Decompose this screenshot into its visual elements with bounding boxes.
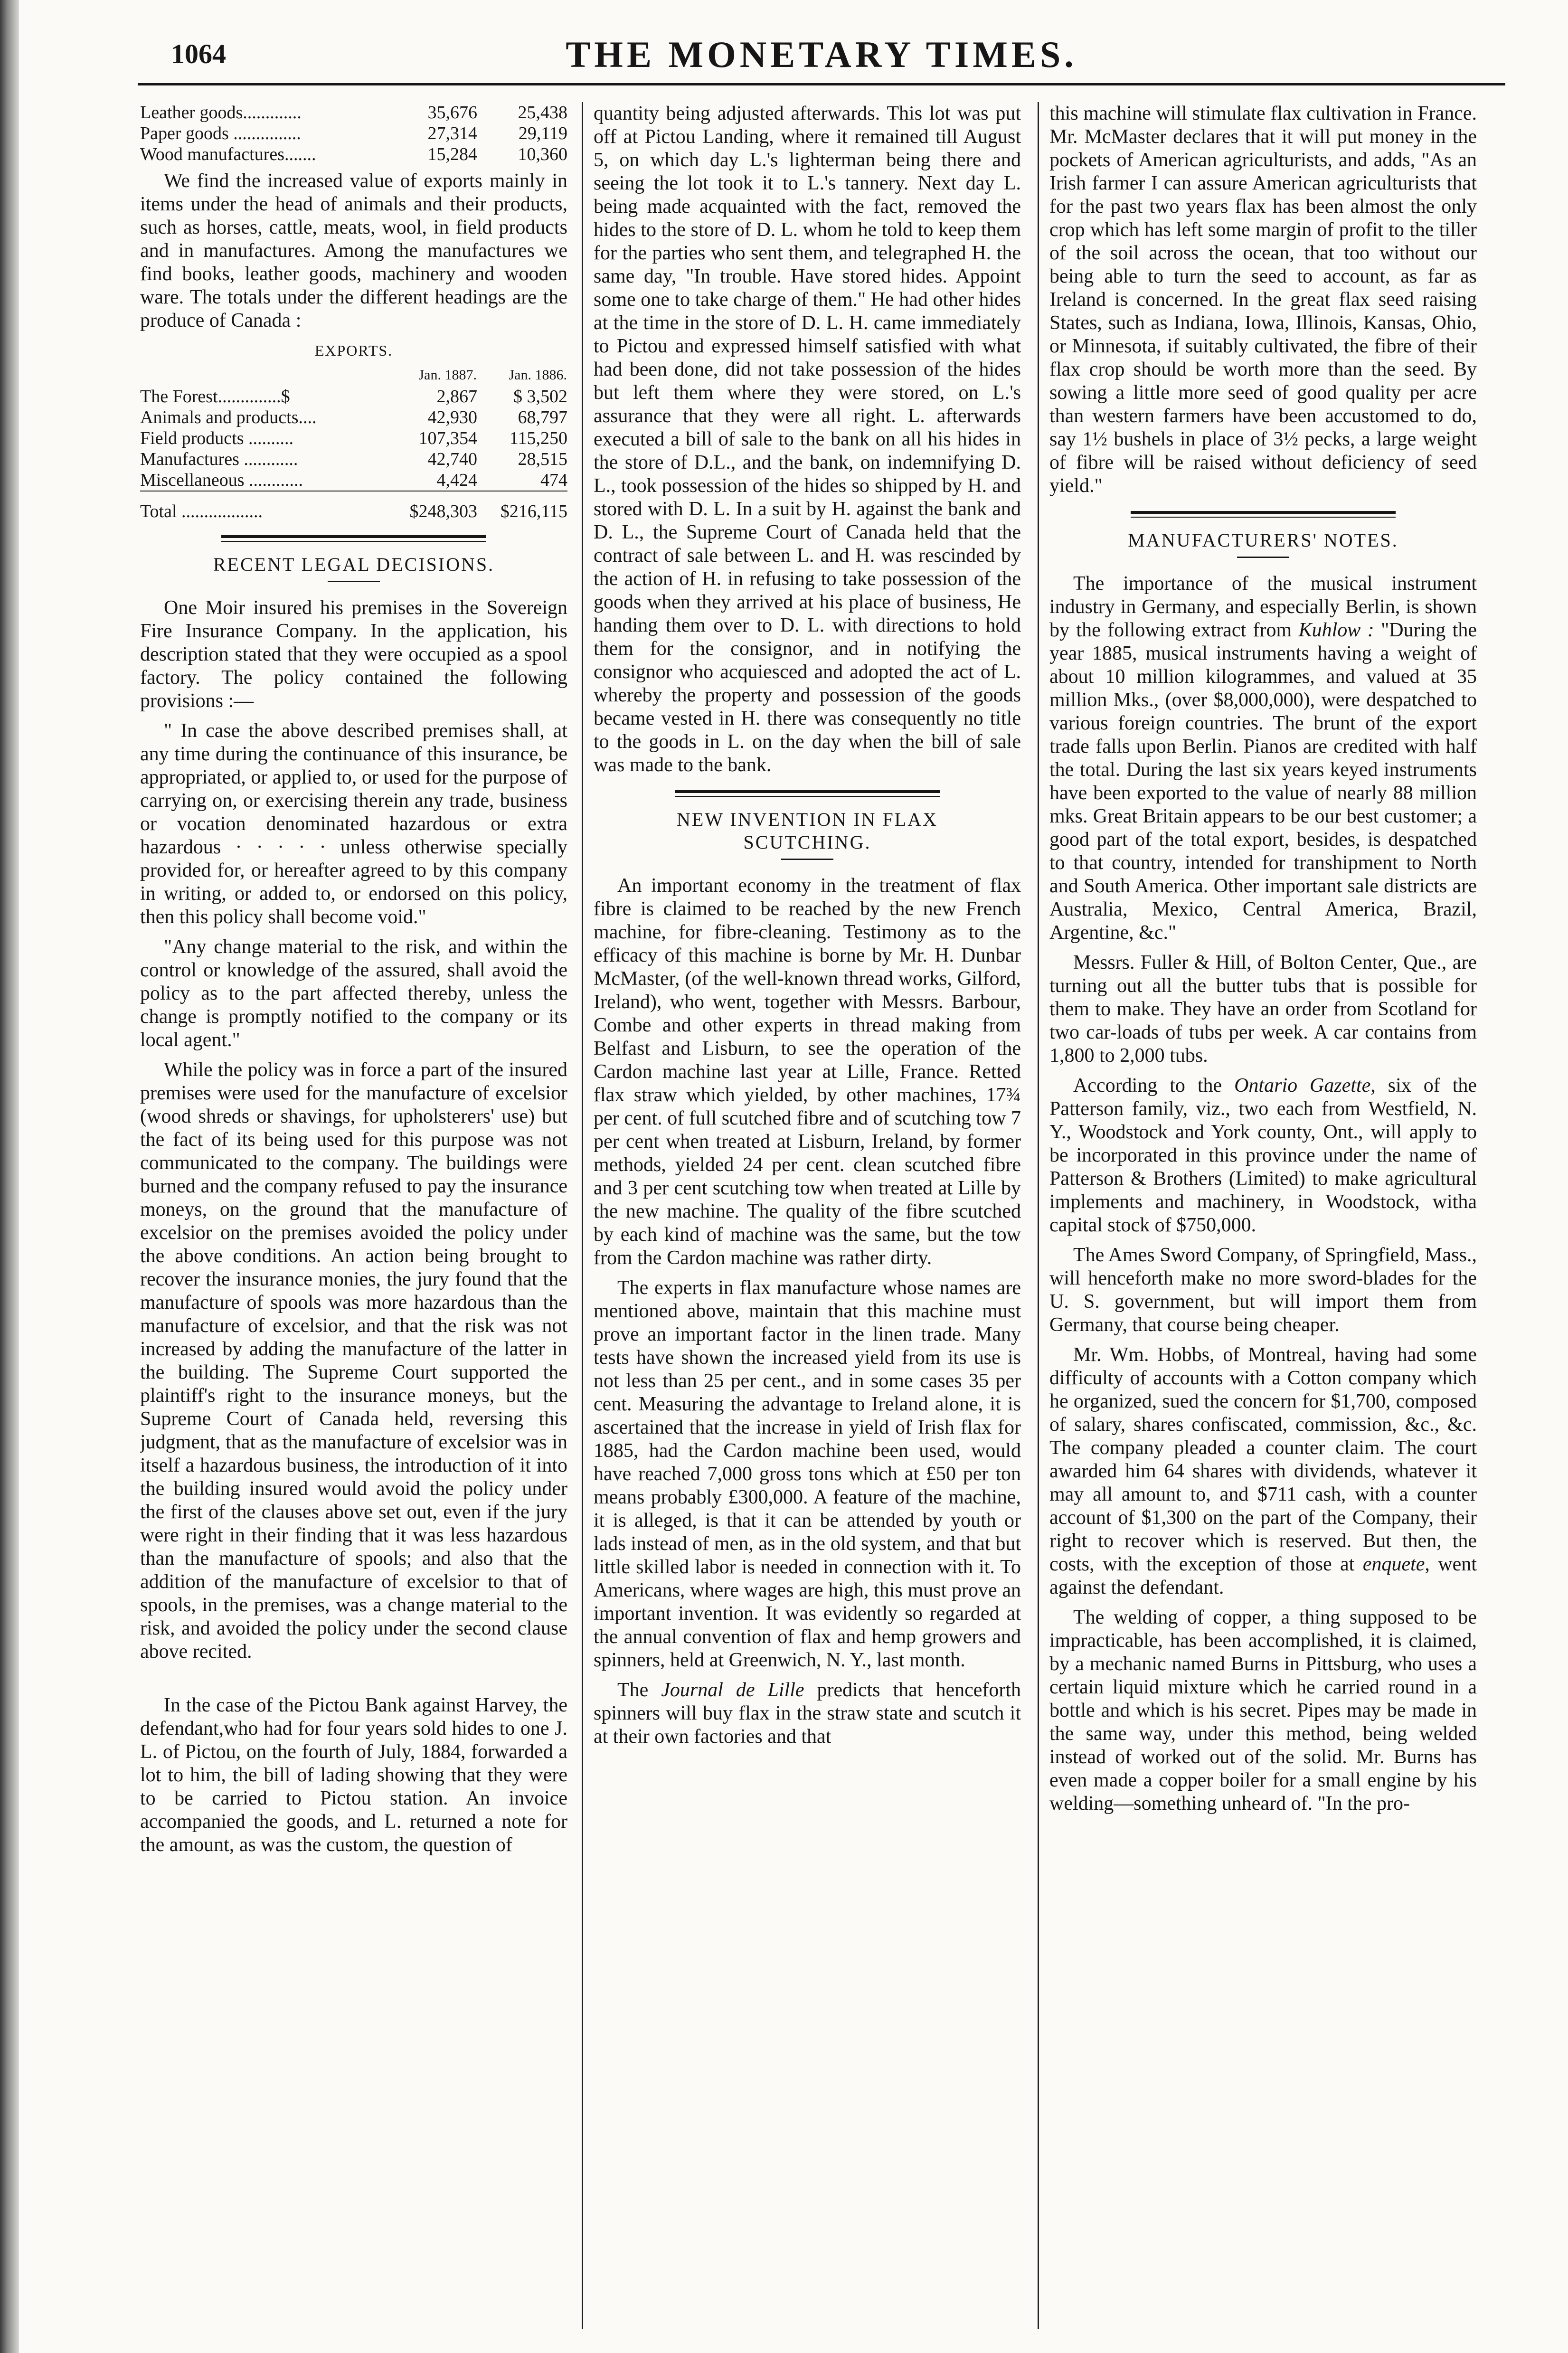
section-divider <box>221 535 486 542</box>
exports-total-row <box>140 494 567 522</box>
exports-table-row-b: 474 <box>540 470 567 490</box>
legal-paragraph-1: One Moir insured his premises in the Sovereign Fire Insurance Company. In the application, his description stated that they were occupied as a spool factory. The policy contained the following provisions :— <box>140 597 567 712</box>
heading-underline <box>781 859 833 860</box>
page-binding-edge <box>0 0 19 2353</box>
exports-table-row <box>140 449 567 470</box>
exports-table-row <box>140 407 567 428</box>
exports-table-row-a: 2,867 <box>436 387 477 406</box>
section-divider <box>1131 511 1396 518</box>
exports-total-b: $216,115 <box>500 501 567 521</box>
exports-table-row-a: 42,930 <box>427 407 477 427</box>
flax-heading-line-2: SCUTCHING. <box>743 832 871 853</box>
flax-continuation-paragraph: this machine will stimulate flax cultivation in France. Mr. McMaster declares that it will put money in the pockets of American agriculturists, and adds, "As an Irish farmer I can assure American agriculturists that for the past two years flax has been almost the only crop which has left some margin of profit to the tiller of the soil across the ocean, that too without our being able to turn the seed to account, as far as Ireland is concerned. In the great flax seed raising States, such as Indiana, Iowa, Illinois, Kansas, Ohio, or Minnesota, if suitably cultivated, the fibre of their flax crop should be worth more than the seed. By sowing a little more seed of good quality per acre than western farmers have been accustomed to do, say 1½ bushels in place of 3½ pecks, a large weight of fibre will be raised without deficiency of seed yield." <box>1049 103 1477 497</box>
exports-total-label: Total .................. <box>140 501 263 521</box>
journal-name: Journal de Lille <box>661 1679 804 1701</box>
gazette-name: Ontario Gazette <box>1234 1075 1371 1096</box>
exports-table-row-a: 107,354 <box>418 428 477 448</box>
flax-heading-line-1: NEW INVENTION IN FLAX <box>677 809 938 830</box>
exports-table-row-label: Animals and products.... <box>140 407 317 427</box>
top-table-row-b: 29,119 <box>518 123 567 143</box>
exports-table-row-a: 4,424 <box>436 470 477 490</box>
source-name: Kuhlow : <box>1298 619 1374 641</box>
text-run: , went against the defendant. <box>1049 1553 1477 1598</box>
top-table-row-label: Paper goods ............... <box>140 123 301 143</box>
text-run: predicts that henceforth spinners will buy flax in the straw state and scutch it at their own factories and that <box>594 1679 1021 1748</box>
exports-col-a-header: Jan. 1887. <box>418 367 477 383</box>
top-table-row-b: 25,438 <box>518 103 567 123</box>
top-table-row-label: Wood manufactures....... <box>140 144 316 164</box>
text-run: According to the <box>1073 1075 1235 1096</box>
masthead-rule <box>138 83 1505 85</box>
top-table-row-a: 35,676 <box>427 103 477 123</box>
column-divider-1 <box>582 102 583 2329</box>
note-hobbs-lawsuit <box>1049 1343 1477 1599</box>
exports-intro-paragraph: We find the increased value of exports mainly in items under the head of animals and their products, such as horses, cattle, meats, wool, in field products and in manufactures. Among the manufactures we find books, leather goods, machinery and wooden ware. The totals under the different headings are the produce of Canada : <box>140 170 567 331</box>
exports-table-row-a: 42,740 <box>427 449 477 469</box>
top-table-row <box>140 144 567 165</box>
legal-term: enquete <box>1362 1553 1425 1575</box>
exports-table-row-label: Field products .......... <box>140 428 293 448</box>
text-run: The <box>617 1679 661 1701</box>
exports-table-row <box>140 386 567 407</box>
note-patterson-brothers <box>1049 1074 1477 1237</box>
column-1 <box>140 102 567 2334</box>
exports-table <box>140 364 567 522</box>
text-run: "During the year 1885, musical instruments having a weight of about 10 million kilogrammes, and valued at 35 million Mks., (over $8,000,000), were despatched to various foreign countries. The brunt of the export trade falls upon Berlin. Pianos are credited with half the total. During the last six years keyed instruments have been exported to the value of nearly 88 million mks. Great Britain appears to be our best customer; a good part of the total export, besides, is despatched to that country, intended for transhipment to North and South America. Other important sale districts are Australia, Mexico, Central America, Brazil, Argentine, &c." <box>1049 619 1477 944</box>
text-run: Mr. Wm. Hobbs, of Montreal, having had some difficulty of accounts with a Cotton company which he organized, sued the concern for $1,700, composed of salary, shares confiscated, commission, &c., &c. The company pleaded a counter claim. The court awarded him 64 shares with dividends, whatever it may all amount to, and $711 cash, with a counter account of $1,300 on the part of the Company, their right to recover which is reserved. But then, the costs, with the exception of those at <box>1049 1344 1477 1575</box>
top-stats-table <box>140 102 567 165</box>
note-butter-tubs: Messrs. Fuller & Hill, of Bolton Center, Que., are turning out all the butter tubs that is possible for them to make. They have an order from Scotland for two car-loads of tubs per week. A car contains from 1,800 to 2,000 tubs. <box>1049 952 1477 1067</box>
top-table-row-a: 15,284 <box>427 144 477 164</box>
exports-col-b-header: Jan. 1886. <box>509 367 567 383</box>
legal-paragraph-5: In the case of the Pictou Bank against Harvey, the defendant,who had for four years sold hides to one J. L. of Pictou, on the fourth of July, 1884, forwarded a lot to him, the bill of lading showing that they were to be carried to Pictou station. An invoice accompanied the goods, and L. returned a note for the amount, as was the custom, the question of <box>140 1694 567 1856</box>
exports-table-row-b: 28,515 <box>518 449 567 469</box>
column-2 <box>594 102 1021 2334</box>
column-divider-2 <box>1038 102 1039 2329</box>
exports-table-row-b: 68,797 <box>518 407 567 427</box>
note-musical-instruments <box>1049 572 1477 945</box>
note-ames-sword: The Ames Sword Company, of Springfield, Mass., will henceforth make no more sword-blades for the U. S. government, but will import them from Germany, that course being cheaper. <box>1049 1244 1477 1336</box>
heading-underline <box>1237 557 1289 558</box>
top-table-row-b: 10,360 <box>518 144 567 164</box>
top-table-row-label: Leather goods............. <box>140 103 302 123</box>
manufacturers-notes-heading: MANUFACTURERS' NOTES. <box>1128 529 1398 551</box>
section-divider <box>675 790 940 797</box>
exports-table-title: EXPORTS. <box>314 342 393 359</box>
heading-underline <box>328 581 380 582</box>
masthead <box>138 28 1505 81</box>
flax-paragraph-2: The experts in flax manufacture whose names are mentioned above, maintain that this machine must prove an important factor in the linen trade. Many tests have shown the increased yield from its use is not less than 25 per cent., and in some cases 35 per cent. Measuring the advantage to Ireland alone, it is ascertained that the increase in yield of Irish flax for 1885, had the Cardon machine been used, would have reached 7,000 gross tons which at £50 per ton means probably £300,000. A feature of the machine, it is alleged, is that it can be attended by youth or lads instead of men, as in the old system, and that but little skilled labor is needed in connection with it. To Americans, where wages are high, this must prove an important invention. It was evidently so regarded at the annual convention of flax and hemp growers and spinners, held at Greenwich, N. Y., last month. <box>594 1277 1021 1671</box>
flax-heading <box>594 808 1021 854</box>
exports-table-row <box>140 428 567 449</box>
top-table-row <box>140 123 567 144</box>
note-copper-welding: The welding of copper, a thing supposed to be impracticable, has been accomplished, it is claimed, by a mechanic named Burns in Pittsburg, who uses a certain liquid mixture which he carried round in a bottle and which is his secret. Pipes may be made in the same way, under this method, being welded instead of worked out of the solid. Mr. Burns has even made a copper boiler for a small engine by his welding—something unheard of. "In the pro- <box>1049 1606 1477 1814</box>
column-3 <box>1049 102 1477 2334</box>
text-run: , six of the Patterson family, viz., two each from Westfield, N. Y., Woodstock and York county, Ont., will apply to be incorporated in this province under the name of Patterson & Brothers (Limited) to make agricultural implements and machinery, in Woodstock, witha capital stock of $750,000. <box>1049 1075 1477 1236</box>
exports-total-a: $248,303 <box>409 501 477 521</box>
exports-table-row-label: Manufactures ............ <box>140 449 298 469</box>
legal-decisions-heading: RECENT LEGAL DECISIONS. <box>213 554 495 575</box>
legal-paragraph-2: " In case the above described premises shall, at any time during the continuance of this insurance, be appropriated, or applied to, or used for the purpose of carrying on, or exercising therein any trade, business or vocation denominated hazardous or extra hazardous · · · · · unless otherwise specially provided for, or hereafter agreed to by this company in writing, or added to, or endorsed on this policy, then this policy shall become void." <box>140 720 567 928</box>
exports-table-row-label: The Forest..............$ <box>140 387 290 406</box>
pictou-continuation-paragraph: quantity being adjusted afterwards. This lot was put off at Pictou Landing, where it remained till August 5, on which day L.'s lighterman being there and seeing the lot took it to L.'s tannery. Next day L. being made acquainted with the fact, removed the hides to the store of D. L. whom he told to keep them for the parties who sent them, and telegraphed H. the same day, "In trouble. Have stored hides. Appoint some one to take charge of them." He had other hides at the time in the store of D. L. H. came immediately to Pictou and expressed himself satisfied with what had been done, did not take possession of the hides but left them where they were stored, on L.'s assurance that they were all right. L. afterwards executed a bill of sale to the bank on all his hides in the store of D.L., and the bank, on indemnifying D. L., took possession of the hides so shipped by H. and stored with D. L. In a suit by H. against the bank and D. L., the Supreme Court of Canada held that the contract of sale between L. and H. was rescinded by the action of H. in refusing to take possession of the goods when they arrived at his place of business, He handing them over to D. L. with directions to hold them for the consignor, and in notifying the consignor who acquiesced and adopted the act of L. whereby the property and possession of the goods became vested in H. there was consequently no title to the goods in L. on the day when the bill of sale was made to the bank. <box>594 103 1021 776</box>
top-table-row <box>140 102 567 123</box>
page-number: 1064 <box>171 38 226 69</box>
text-run: The importance of the musical instrument industry in Germany, and especially Berlin, is shown by the following extract from <box>1049 573 1477 641</box>
top-table-row-a: 27,314 <box>427 123 477 143</box>
legal-paragraph-3: "Any change material to the risk, and within the control or knowledge of the assured, shall avoid the policy as to the part affected thereby, unless the change is promptly notified to the company or its local agent." <box>140 936 567 1051</box>
exports-table-row-b: $ 3,502 <box>513 387 567 406</box>
exports-table-row-label: Miscellaneous ............ <box>140 470 303 490</box>
flax-paragraph-1: An important economy in the treatment of flax fibre is claimed to be reached by the new French machine, for fibre-cleaning. Testimony as to the efficacy of this machine is borne by Mr. H. Dunbar McMaster, (of the well-known thread works, Gilford, Ireland), who went, together with Messrs. Barbour, Combe and other experts in thread making from Belfast and Lisburn, to see the operation of the Cardon machine last year at Lille, France. Retted flax straw which yielded, by other machines, 17¾ per cent. of full scutched fibre and of scutching tow 7 per cent when treated at Lisburn, Ireland, by former methods, yielded 24 per cent. clean scutched fibre and 3 per cent scutching tow when treated at Lille by the new machine. The quality of the fibre scutched by each kind of machine was the same, but the tow from the Cardon machine was rather dirty. <box>594 875 1021 1269</box>
legal-paragraph-4: While the policy was in force a part of the insured premises were used for the manufacture of excelsior (wood shreds or shavings, for upholsterers' use) but the fact of its being used for this purpose was not communicated to the company. The buildings were burned and the company refused to pay the insurance moneys, on the ground that the manufacture of excelsior on the premises avoided the policy under the above conditions. An action being brought to recover the insurance monies, the jury found that the manufacture of spools was more hazardous than the manufacture of excelsior, and that the risk was not increased by adding the manufacture of the latter in the building. The Supreme Court supported the plaintiff's right to the insurance moneys, but the Supreme Court of Canada held, reversing this judgment, that as the manufacture of excelsior was in itself a hazardous business, the introduction of it into the building insured would avoid the policy under the first of the clauses above set out, even if the jury were right in their finding that it was less hazardous than the manufacture of spools; and also that the addition of the manufacture of excelsior to that of spools, in the premises, was a change material to the risk, and avoided the policy under the second clause above recited. <box>140 1059 567 1663</box>
flax-paragraph-3 <box>594 1679 1021 1748</box>
exports-table-row-b: 115,250 <box>509 428 567 448</box>
exports-table-row <box>140 470 567 491</box>
journal-title: THE MONETARY TIMES. <box>566 34 1077 75</box>
paragraph-gap <box>140 1670 567 1694</box>
